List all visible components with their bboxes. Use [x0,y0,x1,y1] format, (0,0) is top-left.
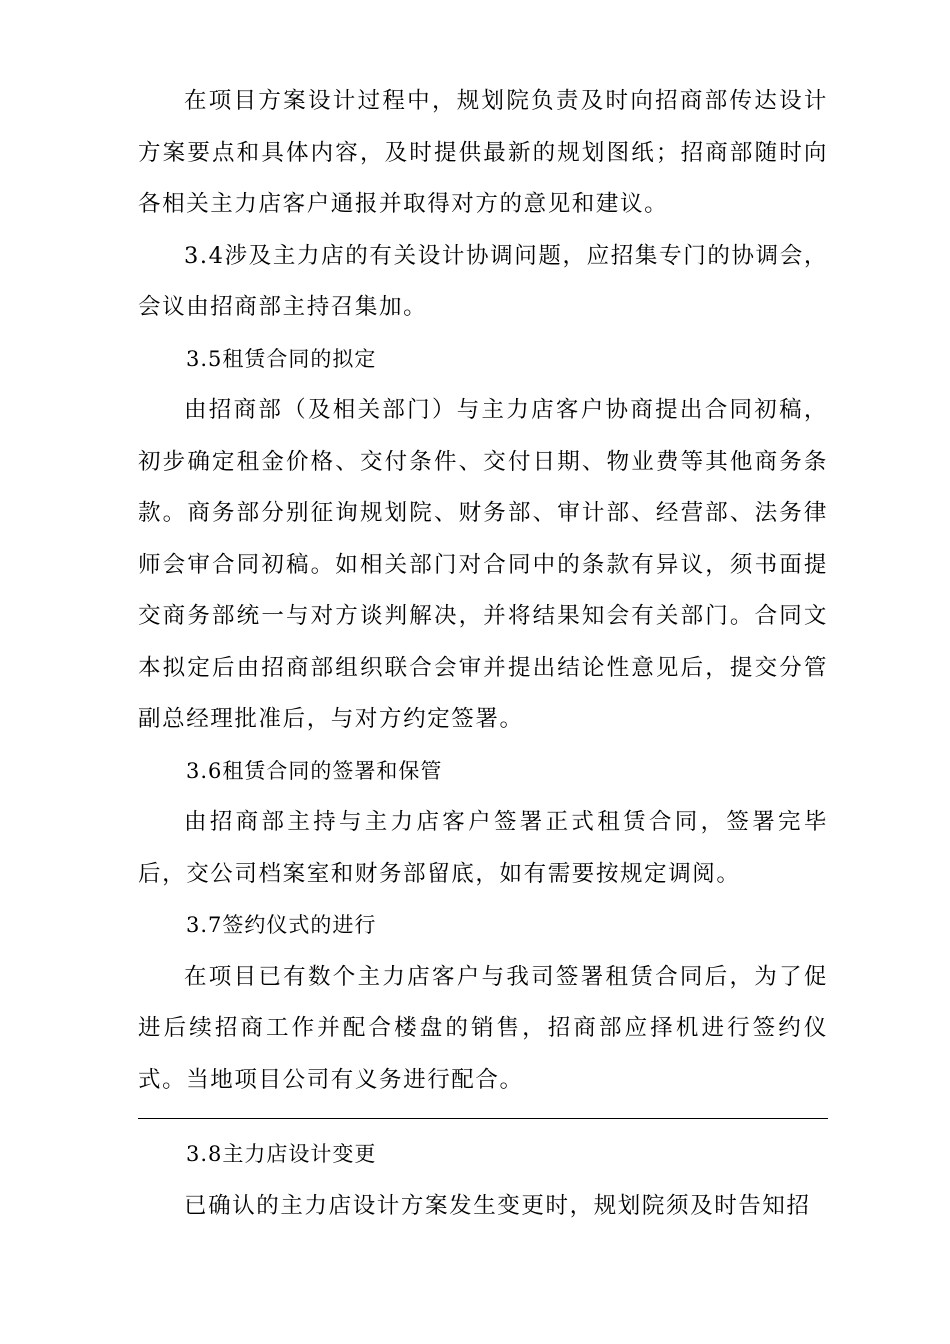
section-divider [138,1118,828,1119]
document-page [138,76,828,1232]
paragraph-signing-ceremony: 在项目已有数个主力店客户与我司签署租赁合同后，为了促进后续招商工作并配合楼盘的销售，招商部应择机进行签约仪式。当地项目公司有义务进行配合。 [138,963,828,1093]
heading-3-6: 3.6租赁合同的签署和保管 [186,758,443,783]
heading-3-7: 3.7签约仪式的进行 [186,913,377,937]
paragraph-design-change: 已确认的主力店设计方案发生变更时，规划院须及时告知招 [184,1192,811,1219]
paragraph-3-4-coordination: 3.4涉及主力店的有关设计协调问题，应招集专门的协调会，会议由招商部主持召集加。 [138,242,828,320]
paragraph-design-communication: 在项目方案设计过程中，规划院负责及时向招商部传达设计方案要点和具体内容，及时提供最新的规划图纸；招商部随时向各相关主力店客户通报并取得对方的意见和建议。 [138,88,828,217]
heading-3-8: 3.8主力店设计变更 [186,1142,377,1166]
paragraph-contract-signing: 由招商部主持与主力店客户签署正式租赁合同，签署完毕后，交公司档案室和财务部留底，如有需要按规定调阅。 [138,809,828,887]
paragraph-contract-drafting: 由招商部（及相关部门）与主力店客户协商提出合同初稿，初步确定租金价格、交付条件、交付日期、物业费等其他商务条款。商务部分别征询规划院、财务部、审计部、经营部、法务律师会审合同初稿。如相关部门对合同中的条款有异议，须书面提交商务部统一与对方谈判解决，并将结果知会有关部门。合同文本拟定后由招商部组织联合会审并提出结论性意见后，提交分管副总经理批准后，与对方约定签署。 [138,397,828,732]
heading-3-5: 3.5租赁合同的拟定 [186,346,377,371]
